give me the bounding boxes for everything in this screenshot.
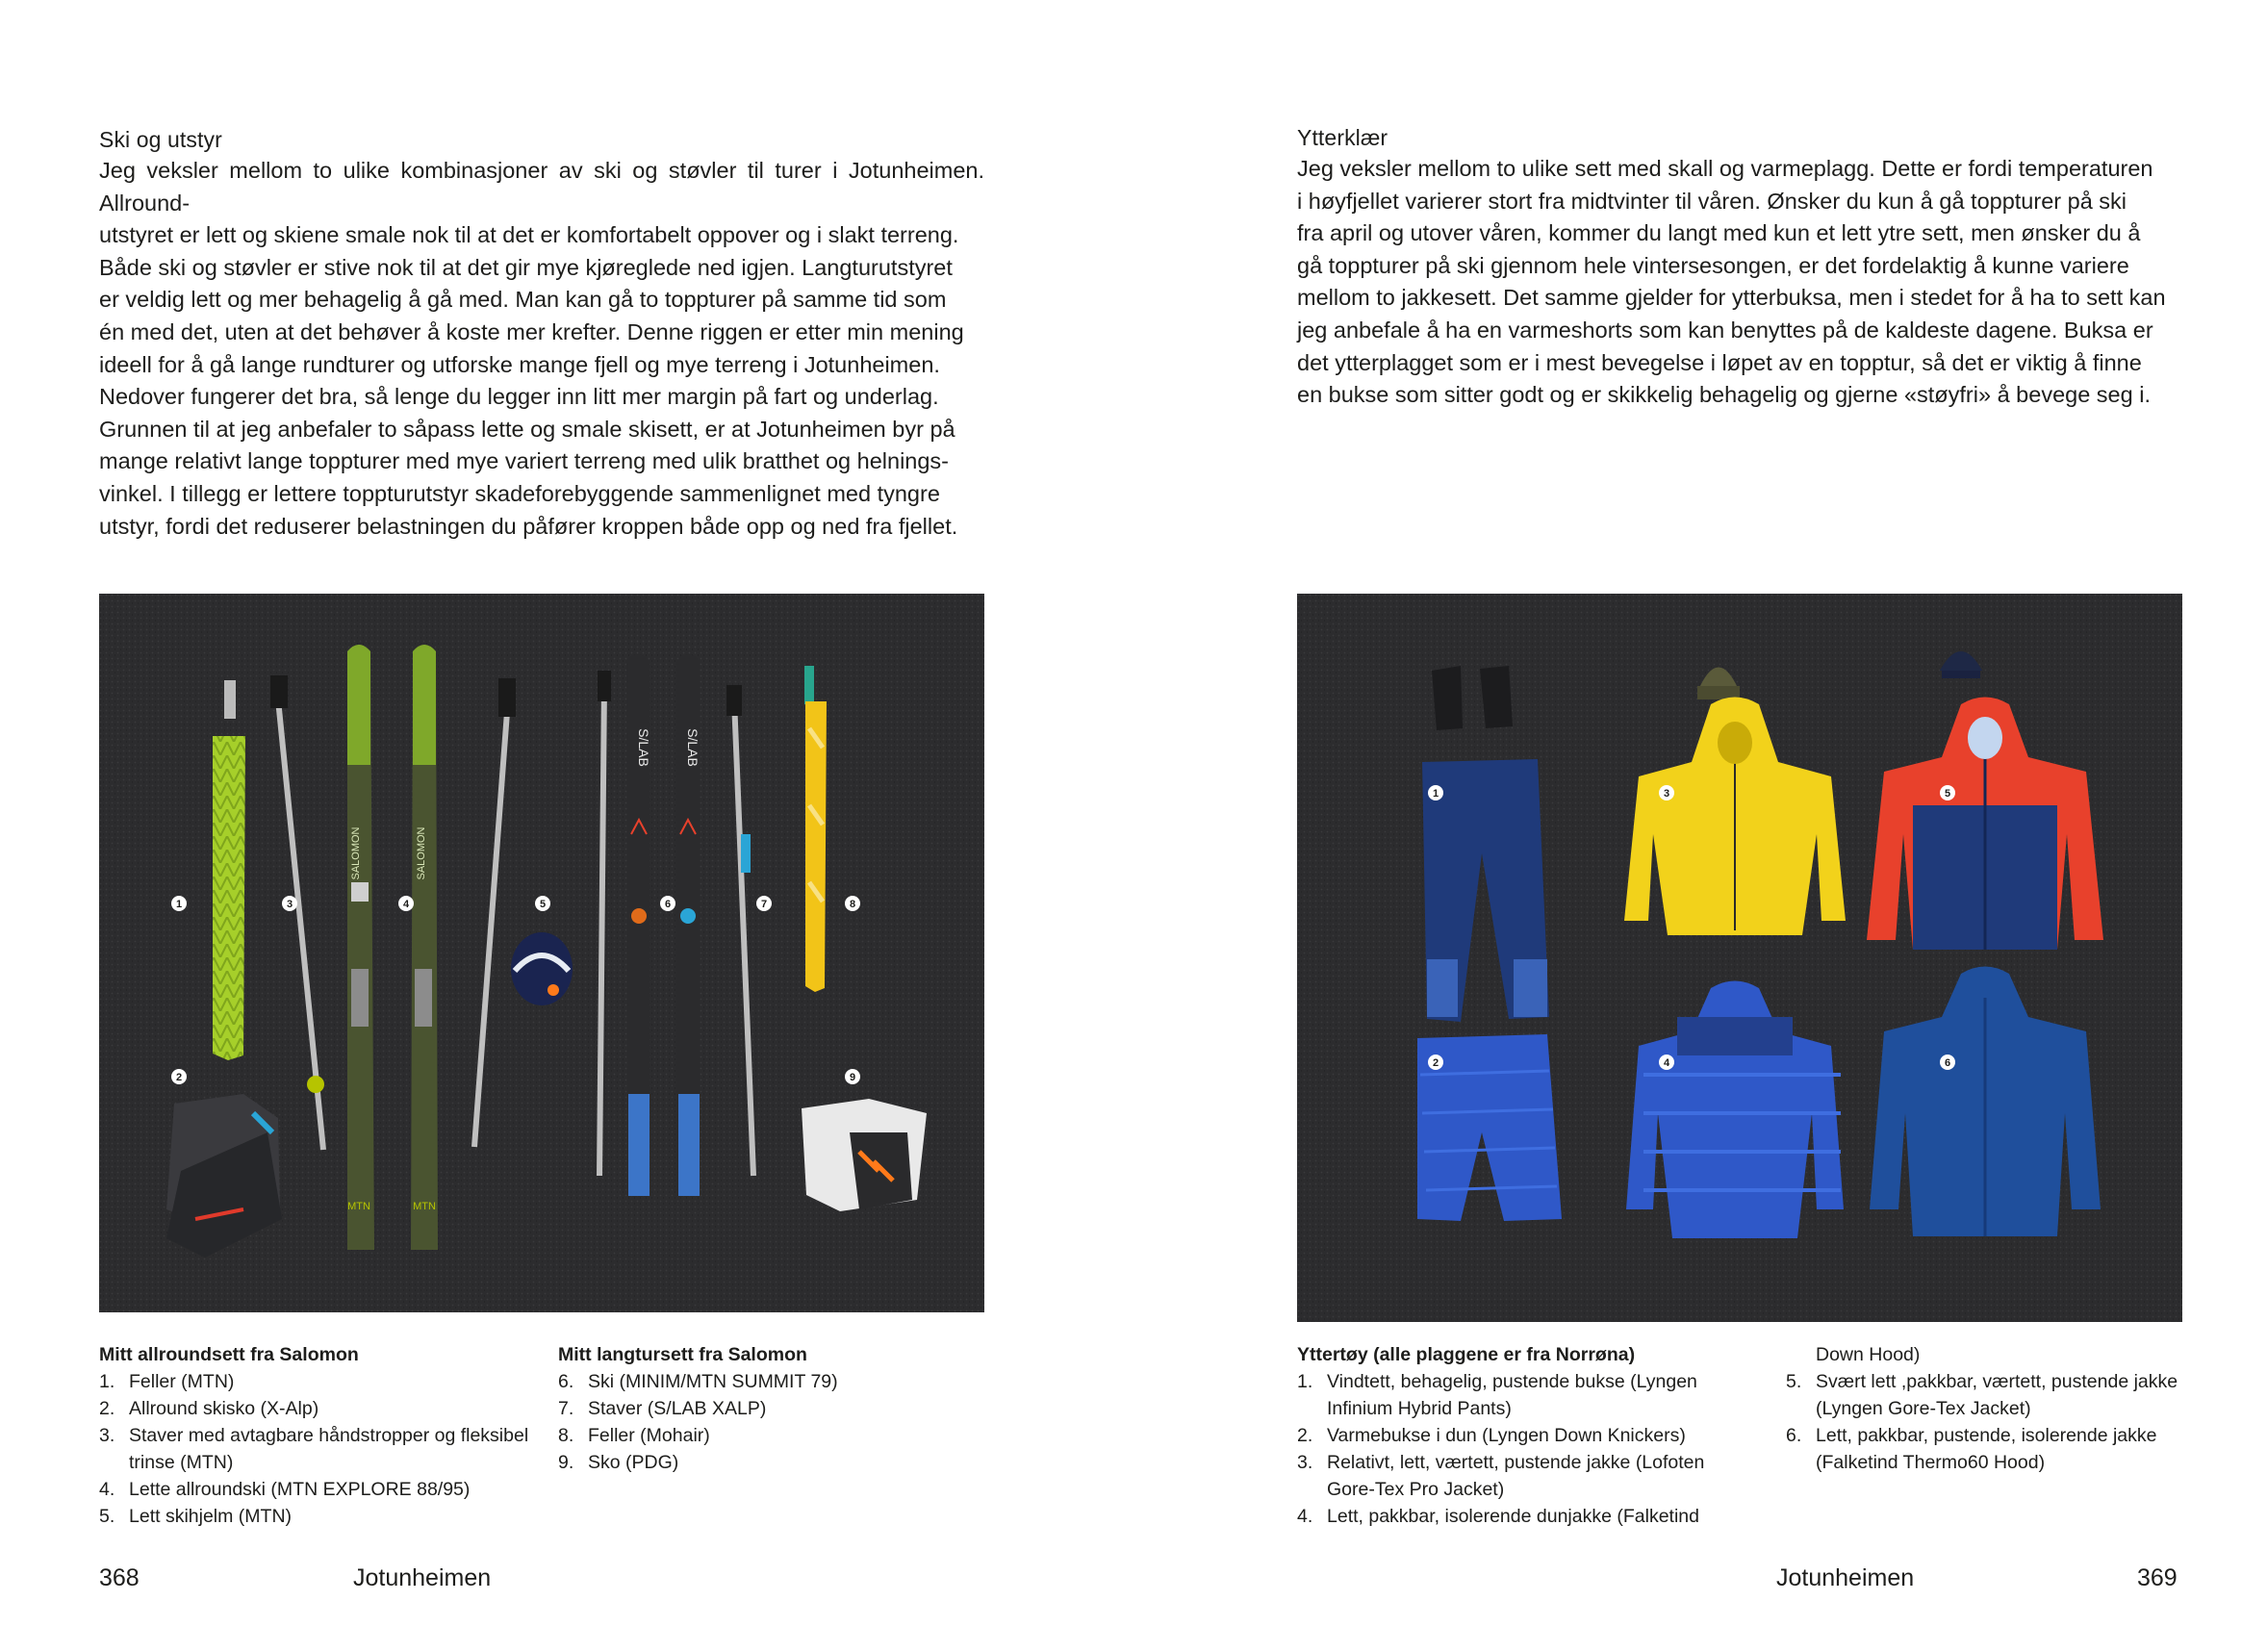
caption-item-number: 4. (1297, 1506, 1313, 1527)
photo-marker (171, 1069, 187, 1084)
caption-item-number: 3. (1297, 1452, 1313, 1473)
photo-marker (282, 896, 297, 911)
svg-text:2: 2 (175, 1072, 183, 1083)
caption-list-touring (558, 1368, 962, 1476)
caption-item-continuation: Infinium Hybrid Pants) (1327, 1398, 1512, 1419)
right-page (1134, 0, 2267, 1652)
caption-item-text: Allround skisko (X-Alp) (129, 1398, 319, 1419)
photo-marker (845, 1069, 860, 1084)
caption-item-text: Lett skihjelm (MTN) (129, 1506, 293, 1527)
caption-item-text: Vindtett, behagelig, pustende bukse (Lyngen (1327, 1371, 1697, 1392)
ski-gear-photo (99, 594, 984, 1312)
caption-item (558, 1395, 962, 1422)
caption-item-text: Relativt, lett, værtett, pustende jakke (Lofoten (1327, 1452, 1705, 1473)
caption-item (99, 1422, 542, 1476)
running-head-left: Jotunheimen (353, 1564, 492, 1591)
paragraph-line: vinkel. I tillegg er lettere toppturutstyr skadeforebyggende sammenlignet med tyngre (99, 480, 940, 506)
caption-list-outerwear-col2-items (1786, 1368, 2190, 1476)
caption-item (1297, 1449, 1720, 1503)
photo-marker (535, 896, 550, 911)
paragraph-line: utstyret er lett og skiene smale nok til at det er komfortabelt oppover og i slakt terreng. (99, 222, 959, 248)
caption-item (99, 1503, 542, 1530)
svg-text:8: 8 (849, 899, 856, 910)
page-number-right: 369 (2137, 1564, 2178, 1591)
svg-text:9: 9 (849, 1072, 856, 1083)
photo-marker (1659, 785, 1674, 801)
svg-text:1: 1 (1432, 788, 1439, 800)
photo-marker (1428, 785, 1443, 801)
paragraph-line: jeg anbefale å ha en varmeshorts som kan benyttes på de kaldeste dagene. Buksa er (1297, 317, 2153, 343)
caption-item-number: 7. (558, 1398, 574, 1419)
caption-item-number: 2. (1297, 1425, 1313, 1446)
caption-item-text: Staver med avtagbare håndstropper og fleksibel (129, 1425, 529, 1446)
caption-list-outerwear-col2 (1786, 1341, 2190, 1476)
caption-title-allround: Mitt allroundsett fra Salomon (99, 1344, 359, 1365)
mohair-skin-yellow (804, 666, 827, 992)
svg-text:6: 6 (1944, 1057, 1951, 1069)
caption-item-text: Feller (MTN) (129, 1371, 235, 1392)
caption-item-number: 6. (558, 1371, 574, 1392)
paragraph-line: Jeg veksler mellom to ulike kombinasjoner av ski og støvler til turer i Jotunheimen. Allround- (99, 158, 984, 216)
caption-item-text: Lette allroundski (MTN EXPLORE 88/95) (129, 1479, 471, 1500)
paragraph-line: én med det, uten at det behøver å koste mer krefter. Denne riggen er etter min mening (99, 318, 964, 344)
caption-item (1297, 1503, 1720, 1530)
svg-text:5: 5 (539, 899, 547, 910)
caption-item-text: Staver (S/LAB XALP) (588, 1398, 767, 1419)
page-number-left: 368 (99, 1564, 140, 1591)
caption-item (558, 1449, 962, 1476)
paragraph-line: fra april og utover våren, kommer du langt med kun et lett ytre sett, men ønsker du å (1297, 220, 2141, 246)
paragraph-line: Nedover fungerer det bra, så lenge du legger inn litt mer margin på fart og underlag. (99, 384, 939, 410)
outerwear-photo (1297, 594, 2182, 1322)
caption-item-text: Lett, pakkbar, isolerende dunjakke (Falketind (1327, 1506, 1699, 1527)
section-heading-outerwear: Ytterklær (1297, 125, 1388, 150)
caption-item-continuation: trinse (MTN) (129, 1452, 234, 1473)
caption-item (1786, 1422, 2190, 1476)
paragraph-line: utstyr, fordi det reduserer belastningen du påfører kroppen både opp og ned fra fjellet. (99, 513, 958, 539)
ski-brand-text: SALOMON (416, 826, 427, 880)
paragraph-line: Jeg veksler mellom to ulike sett med skall og varmeplagg. Dette er fordi temperaturen (1297, 156, 2153, 181)
caption-item-number: 4. (99, 1479, 115, 1500)
svg-text:2: 2 (1432, 1057, 1439, 1069)
paragraph-line: det ytterplagget som er i mest bevegelse i løpet av en topptur, så det er viktig å finne (1297, 349, 2142, 375)
outerwear-paragraph (1297, 153, 2182, 412)
paragraph-line: mellom to jakkesett. Det samme gjelder for ytterbuksa, men i stedet for å ha to sett kan (1297, 285, 2166, 311)
caption-item-number: 1. (99, 1371, 115, 1392)
caption-list-outerwear-col1 (1297, 1368, 1720, 1530)
caption-item-text: Svært lett ,pakkbar, værtett, pustende jakke (1816, 1371, 2178, 1392)
svg-text:4: 4 (1663, 1057, 1670, 1069)
photo-marker (398, 896, 414, 911)
caption-item-continuation: Down Hood) (1816, 1344, 1921, 1365)
ski-model-text: MTN (347, 1201, 370, 1212)
paragraph-line: Både ski og støvler er stive nok til at det gir mye kjøreglede ned igjen. Langturutstyret (99, 254, 953, 280)
caption-item-number: 5. (99, 1506, 115, 1527)
paragraph-line: er veldig lett og mer behagelig å gå med. Man kan gå to toppturer på samme tid som (99, 287, 947, 313)
photo-marker (1940, 1055, 1955, 1070)
ski-model-text: MTN (413, 1201, 436, 1212)
ski-brand-text: S/LAB (685, 728, 700, 767)
caption-item-text: Ski (MINIM/MTN SUMMIT 79) (588, 1371, 838, 1392)
caption-item (558, 1422, 962, 1449)
photo-marker (756, 896, 772, 911)
svg-text:5: 5 (1944, 788, 1951, 800)
caption-item (99, 1368, 542, 1395)
caption-item (1297, 1422, 1720, 1449)
caption-title-outerwear: Yttertøy (alle plaggene er fra Norrøna) (1297, 1344, 1636, 1365)
photo-marker (845, 896, 860, 911)
caption-item (99, 1395, 542, 1422)
paragraph-line: en bukse som sitter godt og er skikkelig behagelig og gjerne «støyfri» å bevege seg i. (1297, 382, 2151, 408)
caption-item-number: 5. (1786, 1371, 1802, 1392)
photo-marker (660, 896, 675, 911)
photo-marker (1659, 1055, 1674, 1070)
caption-item-number: 3. (99, 1425, 115, 1446)
caption-item-number: 9. (558, 1452, 574, 1473)
running-head-right: Jotunheimen (1776, 1564, 1915, 1591)
outerwear-illustration (1297, 594, 2182, 1322)
caption-item-text: Sko (PDG) (588, 1452, 679, 1473)
svg-text:1: 1 (175, 899, 183, 910)
caption-item-continuation: (Lyngen Gore-Tex Jacket) (1816, 1398, 2031, 1419)
svg-text:7: 7 (760, 899, 768, 910)
ski-paragraph (99, 155, 984, 543)
caption-item-text: Feller (Mohair) (588, 1425, 710, 1446)
svg-text:6: 6 (664, 899, 672, 910)
caption-item (1297, 1368, 1720, 1422)
svg-text:3: 3 (286, 899, 293, 910)
touring-ski-boots (802, 1099, 927, 1211)
caption-item (99, 1476, 542, 1503)
caption-item-number: 2. (99, 1398, 115, 1419)
paragraph-line: gå toppturer på ski gjennom hele vintersesongen, er det fordelaktig å kunne variere (1297, 252, 2129, 278)
caption-item-text: Varmebukse i dun (Lyngen Down Knickers) (1327, 1425, 1686, 1446)
photo-marker (171, 896, 187, 911)
photo-marker (1428, 1055, 1443, 1070)
paragraph-line: i høyfjellet varierer stort fra midtvinter til våren. Ønsker du kun å gå toppturer på ski (1297, 188, 2127, 214)
caption-item-continuation: (Falketind Thermo60 Hood) (1816, 1452, 2046, 1473)
svg-text:3: 3 (1663, 788, 1670, 800)
caption-item-number: 6. (1786, 1425, 1802, 1446)
paragraph-line: ideell for å gå lange rundturer og utforske mange fjell og mye terreng i Jotunheimen. (99, 351, 940, 377)
ski-gear-illustration (99, 594, 984, 1312)
caption-item (558, 1368, 962, 1395)
caption-item-text: Lett, pakkbar, pustende, isolerende jakke (1816, 1425, 2157, 1446)
caption-item-number: 8. (558, 1425, 574, 1446)
ski-brand-text: SALOMON (350, 826, 362, 880)
caption-item (1786, 1368, 2190, 1422)
section-heading-ski: Ski og utstyr (99, 127, 222, 152)
caption-list-allround (99, 1368, 542, 1530)
climbing-skin-green (213, 680, 245, 1060)
ski-brand-text: S/LAB (636, 728, 651, 767)
svg-text:4: 4 (402, 899, 410, 910)
ski-helmet (511, 932, 573, 1005)
caption-item-number: 1. (1297, 1371, 1313, 1392)
caption-item-continuation: Gore-Tex Pro Jacket) (1327, 1479, 1505, 1500)
paragraph-line: mange relativt lange toppturer med mye variert terreng med ulik bratthet og helnings- (99, 448, 950, 474)
paragraph-line: Grunnen til at jeg anbefaler to såpass lette og smale skisett, er at Jotunheimen byr på (99, 416, 955, 442)
photo-marker (1940, 785, 1955, 801)
caption-title-touring: Mitt langtursett fra Salomon (558, 1344, 807, 1365)
